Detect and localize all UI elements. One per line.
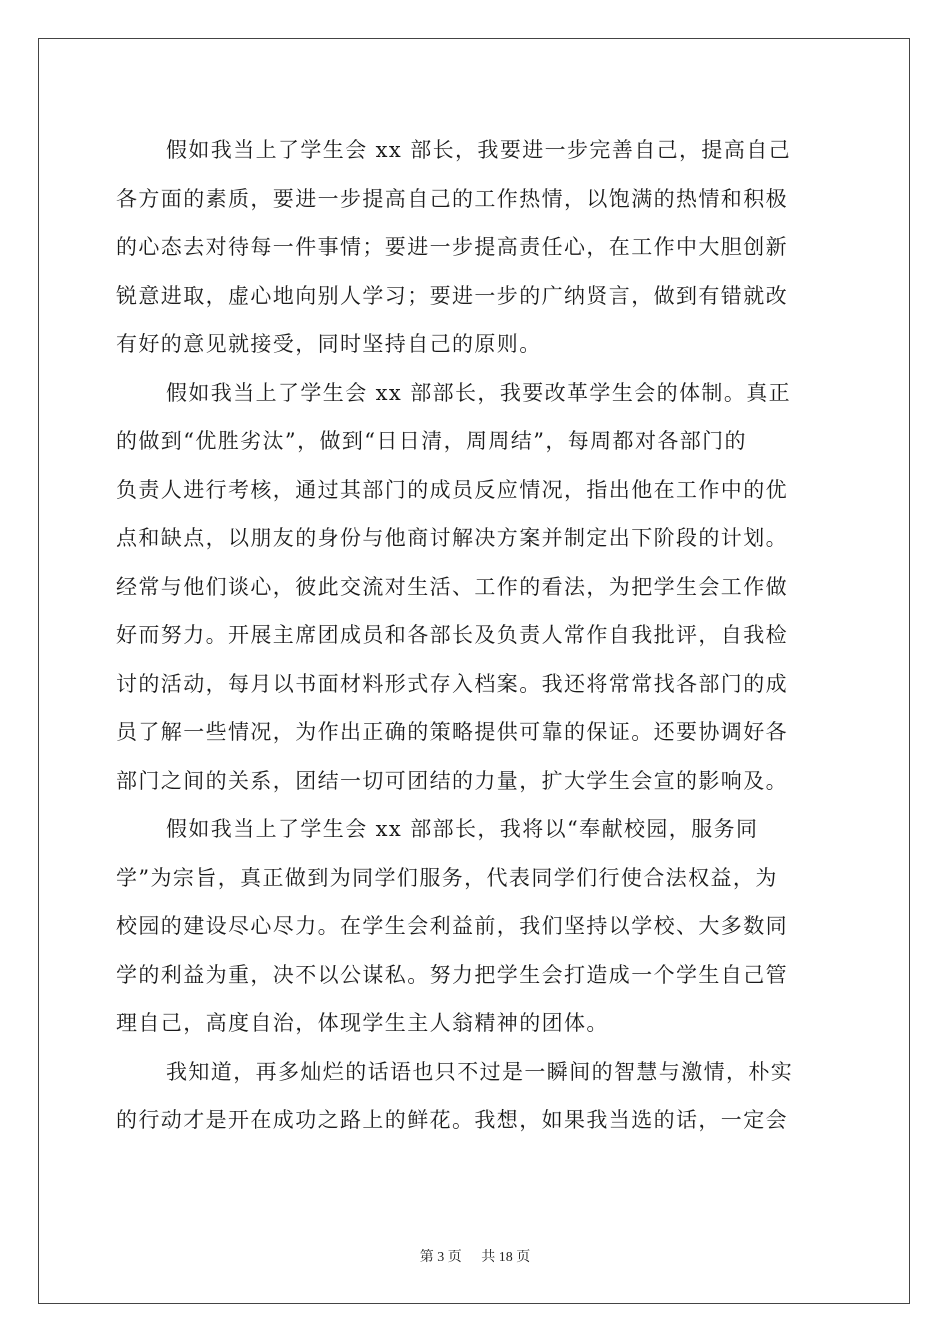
text-line: 部门之间的关系，团结一切可团结的力量，扩大学生会宣的影响及。: [116, 768, 788, 793]
paragraph-1: [116, 126, 836, 369]
text-line: 学”为宗旨，真正做到为同学们服务，代表同学们行使合法权益，为: [116, 865, 778, 890]
text-line: 员了解一些情况，为作出正确的策略提供可靠的保证。还要协调好各: [116, 720, 788, 744]
text-line: 学的利益为重，决不以公谋私。努力把学生会打造成一个学生自己管: [116, 962, 788, 987]
paragraph-4: [116, 1048, 836, 1145]
text-line: 校园的建设尽心尽力。在学生会利益前，我们坚持以学校、大多数同: [116, 914, 788, 938]
text-line: 讨的活动，每月以书面材料形式存入档案。我还将常常找各部门的成: [116, 671, 788, 696]
paragraph-3: [116, 805, 836, 1048]
text-line: 好而努力。开展主席团成员和各部长及负责人常作自我批评，自我检: [116, 623, 788, 647]
text-line: 的行动才是开在成功之路上的鲜花。我想，如果我当选的话，一定会: [116, 1108, 788, 1132]
text-line: 的心态去对待每一件事情；要进一步提高责任心，在工作中大胆创新: [116, 235, 788, 259]
text-line: 假如我当上了学生会 xx 部部长，我要改革学生会的体制。真正: [166, 380, 792, 405]
text-line: 锐意进取，虚心地向别人学习；要进一步的广纳贤言，做到有错就改: [116, 283, 788, 308]
text-line: 经常与他们谈心，彼此交流对生活、工作的看法，为把学生会工作做: [116, 574, 788, 599]
text-line: 理自己，高度自治，体现学生主人翁精神的团体。: [116, 1011, 609, 1035]
document-body: [116, 126, 836, 1145]
text-line: 有好的意见就接受，同时坚持自己的原则。: [116, 332, 542, 356]
text-line: 各方面的素质，要进一步提高自己的工作热情，以饱满的热情和积极: [116, 186, 788, 211]
page-number: 第 3 页: [419, 1250, 462, 1265]
paragraph-2: [116, 369, 836, 806]
text-line: 点和缺点，以朋友的身份与他商讨解决方案并制定出下阶段的计划。: [116, 526, 788, 550]
page-footer: [0, 1246, 950, 1266]
text-line: 假如我当上了学生会 xx 部长，我要进一步完善自己，提高自己: [166, 138, 792, 162]
text-line: 我知道，再多灿烂的话语也只不过是一瞬间的智慧与激情，朴实: [166, 1059, 794, 1084]
text-line: 负责人进行考核，通过其部门的成员反应情况，指出他在工作中的优: [116, 477, 788, 502]
text-line: 假如我当上了学生会 xx 部部长，我将以“奉献校园，服务同: [166, 817, 759, 841]
text-line: 的做到“优胜劣汰”，做到“日日清，周周结”，每周都对各部门的: [116, 429, 747, 453]
page-total: 共 18 页: [481, 1250, 531, 1265]
